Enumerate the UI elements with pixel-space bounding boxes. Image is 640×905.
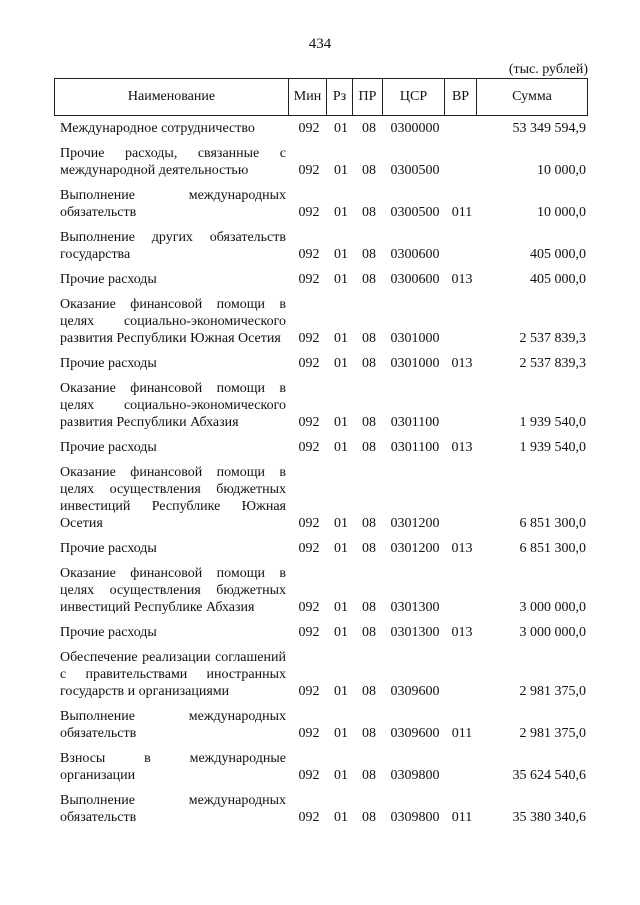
table-row [54, 538, 588, 559]
header-sum: Сумма [512, 89, 552, 104]
cell-sum: 2 537 839,3 [519, 356, 586, 371]
table-row [54, 378, 588, 433]
cell-rz: 01 [334, 415, 348, 430]
cell-pr: 08 [362, 247, 376, 262]
cell-pr: 08 [362, 600, 376, 615]
cell-rz: 01 [334, 726, 348, 741]
table-body [54, 118, 588, 832]
cell-vr [446, 700, 478, 702]
cell-name: Международное сотрудничество [60, 121, 255, 136]
cell-min: 092 [298, 726, 320, 741]
cell-sum: 1 939 540,0 [519, 415, 586, 430]
header-rz: Рз [327, 79, 353, 115]
cell-min: 092 [298, 356, 320, 371]
cell-vr: 013 [451, 356, 473, 371]
cell-rz: 01 [334, 684, 348, 699]
cell-min: 092 [298, 440, 320, 455]
table-header [54, 78, 588, 116]
cell-min: 092 [298, 415, 320, 430]
cell-vr [446, 431, 478, 433]
cell-rz: 01 [334, 541, 348, 556]
cell-min: 092 [298, 247, 320, 262]
cell-sum: 35 624 540,6 [512, 768, 586, 783]
cell-rz: 01 [334, 331, 348, 346]
cell-min: 092 [298, 600, 320, 615]
cell-sum: 10 000,0 [537, 163, 586, 178]
cell-csr: 0301200 [390, 516, 440, 531]
cell-vr [446, 118, 478, 120]
header-csr: ЦСР [383, 79, 445, 115]
cell-name: Оказание финансовой помощи в целях осуществления бюджетных инвестиций Республике Абхазия [60, 566, 286, 615]
cell-vr [446, 532, 478, 534]
cell-name: Взносы в международные организации [60, 751, 286, 783]
page-number: 434 [308, 36, 332, 52]
cell-name: Выполнение международных обязательств [60, 709, 286, 741]
cell-pr: 08 [362, 516, 376, 531]
cell-sum: 10 000,0 [537, 205, 586, 220]
cell-csr: 0300500 [390, 205, 440, 220]
cell-min: 092 [298, 163, 320, 178]
cell-vr: 013 [451, 272, 473, 287]
table-row [54, 353, 588, 374]
header-min: Мин [289, 79, 327, 115]
cell-name: Выполнение международных обязательств [60, 188, 286, 220]
cell-vr [446, 616, 478, 618]
cell-pr: 08 [362, 625, 376, 640]
cell-name: Прочие расходы, связанные с международной деятельностью [60, 146, 286, 178]
cell-csr: 0309600 [390, 726, 440, 741]
cell-min: 092 [298, 541, 320, 556]
cell-csr: 0309800 [390, 768, 440, 783]
cell-vr: 011 [451, 205, 473, 220]
cell-name: Обеспечение реализации соглашений с правительствами иностранных государств и организациями [60, 650, 286, 699]
cell-pr: 08 [362, 541, 376, 556]
cell-sum: 3 000 000,0 [519, 600, 586, 615]
cell-name: Выполнение международных обязательств [60, 793, 286, 825]
table-row [54, 647, 588, 702]
units-label: (тыс. рублей) [508, 62, 588, 77]
cell-csr: 0300600 [390, 272, 440, 287]
cell-name: Прочие расходы [60, 541, 157, 556]
cell-min: 092 [298, 516, 320, 531]
cell-name: Прочие расходы [60, 625, 157, 640]
cell-min: 092 [298, 205, 320, 220]
table-row [54, 462, 588, 534]
table-row [54, 227, 588, 265]
cell-rz: 01 [334, 625, 348, 640]
cell-vr [446, 347, 478, 349]
cell-csr: 0309600 [390, 684, 440, 699]
table-row [54, 185, 588, 223]
cell-vr: 011 [451, 810, 473, 825]
cell-min: 092 [298, 272, 320, 287]
table-row [54, 706, 588, 744]
cell-name: Прочие расходы [60, 272, 157, 287]
cell-pr: 08 [362, 121, 376, 136]
cell-rz: 01 [334, 600, 348, 615]
cell-sum: 2 981 375,0 [519, 726, 586, 741]
cell-csr: 0301100 [390, 440, 440, 455]
cell-rz: 01 [334, 205, 348, 220]
cell-vr: 013 [451, 625, 473, 640]
cell-vr: 011 [451, 726, 473, 741]
cell-sum: 3 000 000,0 [519, 625, 586, 640]
cell-min: 092 [298, 331, 320, 346]
cell-pr: 08 [362, 205, 376, 220]
cell-vr [446, 179, 478, 181]
cell-sum: 53 349 594,9 [512, 121, 586, 136]
cell-name: Прочие расходы [60, 440, 157, 455]
cell-name: Оказание финансовой помощи в целях социально-экономического развития Республики Абхазия [60, 381, 286, 430]
cell-csr: 0301100 [390, 415, 440, 430]
cell-csr: 0301000 [390, 356, 440, 371]
cell-sum: 405 000,0 [530, 272, 586, 287]
cell-min: 092 [298, 810, 320, 825]
cell-sum: 405 000,0 [530, 247, 586, 262]
table-row [54, 790, 588, 828]
cell-csr: 0300000 [390, 121, 440, 136]
cell-csr: 0300600 [390, 247, 440, 262]
cell-vr [446, 784, 478, 786]
cell-min: 092 [298, 684, 320, 699]
table-row [54, 622, 588, 643]
cell-csr: 0301300 [390, 600, 440, 615]
cell-rz: 01 [334, 356, 348, 371]
cell-sum: 6 851 300,0 [519, 516, 586, 531]
cell-csr: 0309800 [390, 810, 440, 825]
cell-min: 092 [298, 625, 320, 640]
cell-rz: 01 [334, 810, 348, 825]
cell-name: Оказание финансовой помощи в целях социально-экономического развития Республики Южная Осетия [60, 297, 286, 346]
cell-pr: 08 [362, 726, 376, 741]
cell-pr: 08 [362, 356, 376, 371]
cell-name: Выполнение других обязательств государства [60, 230, 286, 262]
cell-rz: 01 [334, 247, 348, 262]
cell-rz: 01 [334, 516, 348, 531]
header-pr: ПР [353, 79, 383, 115]
cell-min: 092 [298, 768, 320, 783]
cell-pr: 08 [362, 272, 376, 287]
table-row [54, 269, 588, 290]
cell-csr: 0300500 [390, 163, 440, 178]
header-name: Наименование [55, 79, 289, 115]
cell-pr: 08 [362, 163, 376, 178]
table-row [54, 143, 588, 181]
cell-rz: 01 [334, 272, 348, 287]
table-row [54, 563, 588, 618]
cell-name: Прочие расходы [60, 356, 157, 371]
cell-pr: 08 [362, 810, 376, 825]
table-row [54, 748, 588, 786]
cell-pr: 08 [362, 440, 376, 455]
table-row [54, 294, 588, 349]
cell-csr: 0301000 [390, 331, 440, 346]
cell-vr: 013 [451, 541, 473, 556]
cell-rz: 01 [334, 440, 348, 455]
table-row [54, 118, 588, 139]
cell-pr: 08 [362, 331, 376, 346]
cell-csr: 0301200 [390, 541, 440, 556]
cell-pr: 08 [362, 415, 376, 430]
cell-sum: 2 537 839,3 [519, 331, 586, 346]
cell-min: 092 [298, 121, 320, 136]
cell-rz: 01 [334, 768, 348, 783]
cell-sum: 1 939 540,0 [519, 440, 586, 455]
cell-rz: 01 [334, 121, 348, 136]
cell-name: Оказание финансовой помощи в целях осуществления бюджетных инвестиций Республике Южная Осетия [60, 465, 286, 531]
header-vr: ВР [445, 79, 477, 115]
cell-sum: 35 380 340,6 [512, 810, 586, 825]
cell-rz: 01 [334, 163, 348, 178]
cell-vr [446, 263, 478, 265]
cell-sum: 2 981 375,0 [519, 684, 586, 699]
cell-sum: 6 851 300,0 [519, 541, 586, 556]
cell-vr: 013 [451, 440, 473, 455]
table-row [54, 437, 588, 458]
cell-pr: 08 [362, 684, 376, 699]
cell-csr: 0301300 [390, 625, 440, 640]
cell-pr: 08 [362, 768, 376, 783]
